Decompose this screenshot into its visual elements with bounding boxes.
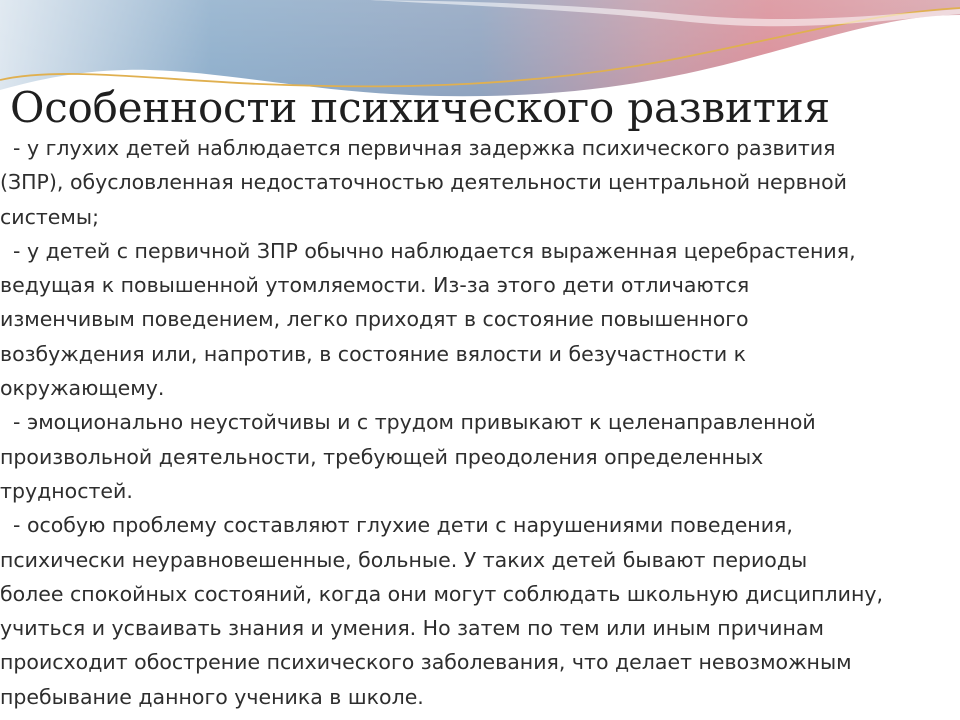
slide-body-text <box>0 131 960 714</box>
text-line: (ЗПР), обусловленная недостаточностью деятельности центральной нервной <box>0 170 847 195</box>
slide-title: Особенности психического развития <box>10 83 830 132</box>
text-line: системы; <box>0 204 99 229</box>
text-line: - особую проблему составляют глухие дети с нарушениями поведения, <box>0 513 793 538</box>
text-line: окружающему. <box>0 376 165 401</box>
text-line: произвольной деятельности, требующей преодоления определенных <box>0 444 764 469</box>
text-line: психически неуравновешенные, больные. У таких детей бывают периоды <box>0 547 808 572</box>
text-line: ведущая к повышенной утомляемости. Из-за этого дети отличаются <box>0 273 750 298</box>
text-line: более спокойных состояний, когда они могут соблюдать школьную дисциплину, <box>0 581 884 606</box>
text-line: происходит обострение психического заболевания, что делает невозможным <box>0 650 852 675</box>
text-line: пребывание данного ученика в школе. <box>0 684 424 709</box>
text-line: - эмоционально неустойчивы и с трудом привыкают к целенаправленной <box>0 410 816 435</box>
text-line: изменчивым поведением, легко приходят в состояние повышенного <box>0 307 749 332</box>
text-line: учиться и усваивать знания и умения. Но затем по тем или иным причинам <box>0 616 824 641</box>
text-line: возбуждения или, напротив, в состояние вялости и безучастности к <box>0 341 747 366</box>
text-line: трудностей. <box>0 478 133 503</box>
text-line: - у детей с первичной ЗПР обычно наблюдается выраженная церебрастения, <box>0 238 856 263</box>
text-line: - у глухих детей наблюдается первичная задержка психического развития <box>0 136 836 160</box>
